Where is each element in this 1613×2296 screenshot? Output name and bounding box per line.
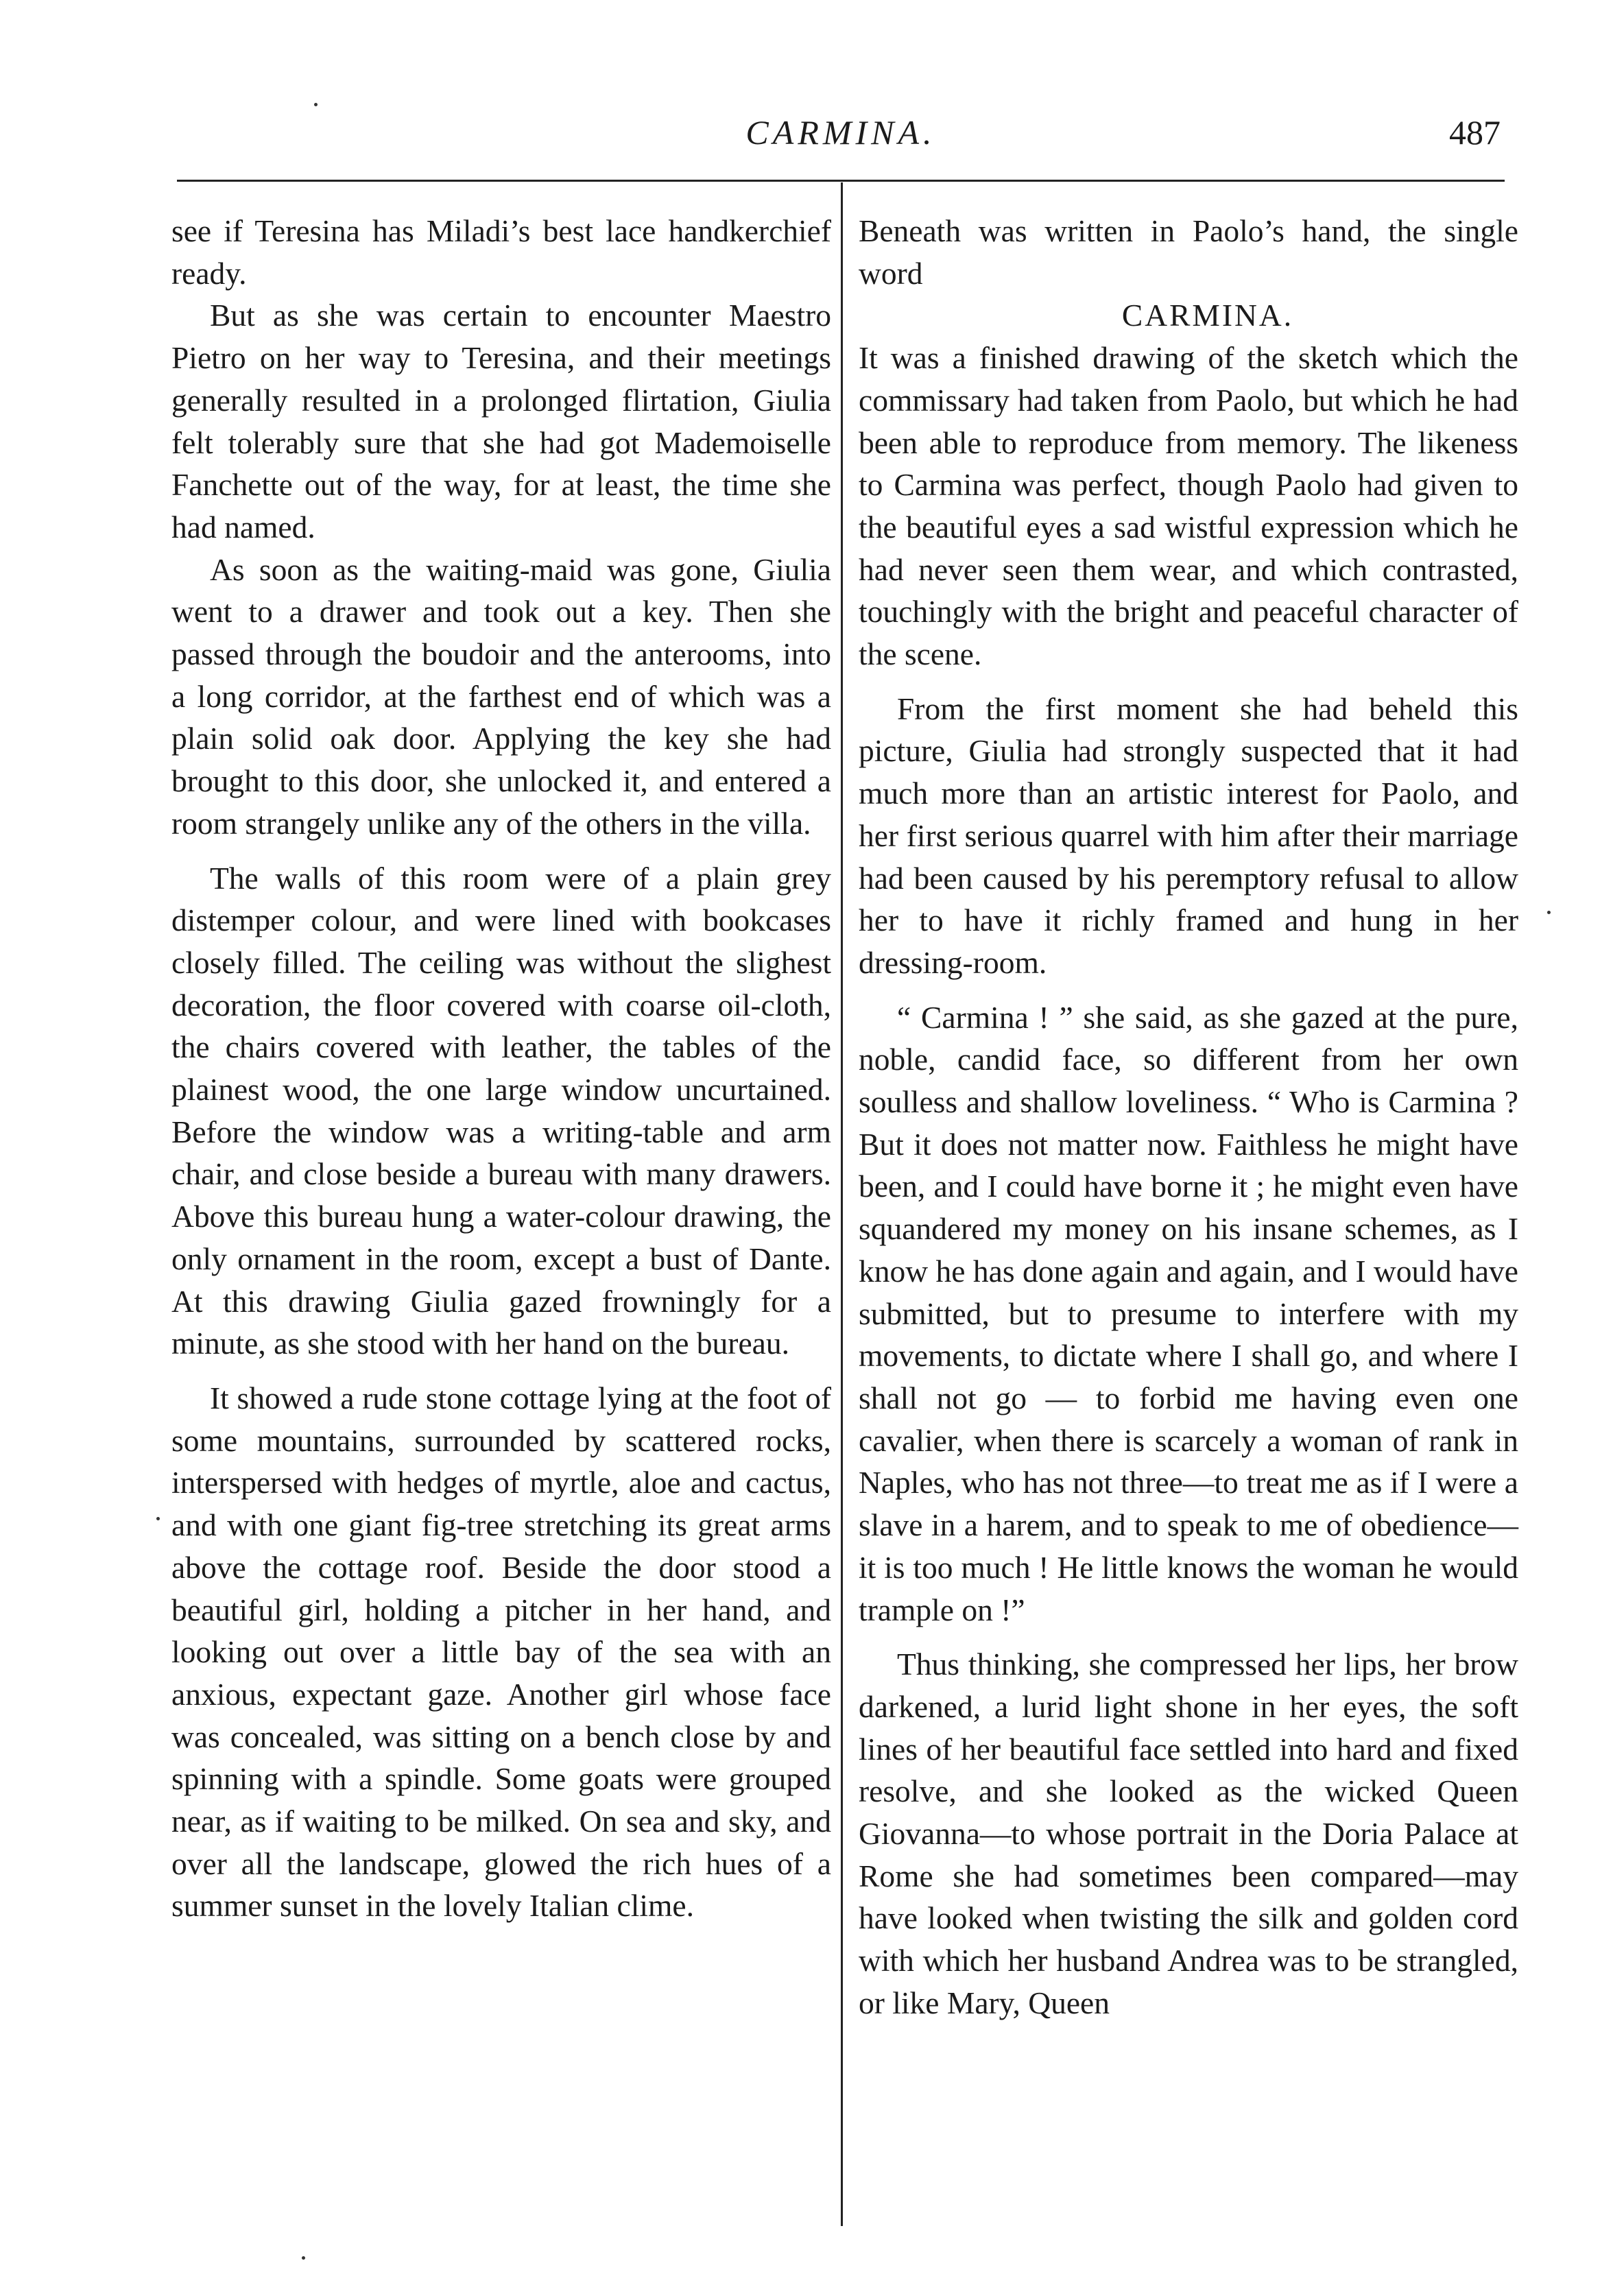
drawing-title: CARMINA. (1121, 298, 1294, 333)
paragraph: “ Carmina ! ” she said, as she gazed at the pure, noble, candid face, so different from her own soulless and shallow loveliness. “ Who is Carmina ? But it does not matter now. Faithless he might have been, and I could have borne it ; he might even have squandered my money on his insane schemes, as I know he has done again and again, and I would have submitted, but to presume to interfere with my movements, to dictate where I shall go, and where I shall not go — to forbid me having even one cavalier, when there is scarcely a woman of rank in Naples, who has not three—to treat me as if I were a slave in a harem, and to speak to me of obedience—it is too much ! He little knows the woman he would trample on !” (859, 999, 1518, 1627)
page-header (177, 103, 1505, 178)
print-speck (302, 2256, 305, 2260)
paragraph: It showed a rude stone cottage lying at the foot of some mountains, surrounded by scattered rocks, interspersed with hedges of myrtle, aloe and cactus, and with one giant fig-tree stretching its great arms above the cottage roof. Beside the door stood a beautiful girl, holding a pitcher in her hand, and looking out over a little bay of the sea with an anxious, expectant gaze. Another girl whose face was concealed, was sitting on a bench close by and spinning with a spindle. Some goats were grouped near, as if waiting to be milked. On sea and sky, and over all the landscape, glowed the rich hues of a summer sunset in the lovely Italian clime. (171, 1380, 831, 1924)
paragraph: The walls of this room were of a plain grey distemper colour, and were lined with bookcases closely filled. The ceiling was without the slighest decoration, the floor covered with coarse oil-cloth, the chairs covered with leather, the tables of the plainest wood, the one large window uncurtained. Before the window was a writing-table and arm chair, and close beside a bureau with many drawers. Above this bureau hung a water-colour drawing, the only ornament in the room, except a bust of Dante. At this drawing Giulia gazed frowningly for a minute, as she stood with her hand on the bureau. (171, 860, 831, 1361)
header-rule (177, 180, 1505, 182)
running-title: CARMINA. (745, 113, 936, 152)
right-column (859, 210, 1518, 2024)
paragraph: From the first moment she had beheld this picture, Giulia had strongly suspected that it had much more than an artistic interest for Paolo, and her first serious quarrel with him after their marriage had been caused by his peremptory refusal to allow her to have it richly framed and hung in her dressing-room. (859, 691, 1518, 980)
paragraph: Thus thinking, she compressed her lips, her brow darkened, a lurid light shone in her eyes, the soft lines of her beautiful face settled into hard and fixed resolve, and she looked as the wicked Queen Giovanna—to whose portrait in the Doria Palace at Rome she had sometimes been compared—may have looked when twisting the silk and golden cord with which her husband Andrea was to be strangled, or like Mary, Queen (859, 1647, 1518, 2020)
paragraph: But as she was certain to encounter Maestro Pietro on her way to Teresina, and their meetings generally resulted in a prolonged flirtation, Giulia felt tolerably sure that she had got Mademoiselle Fanchette out of the way, for at least, the time she had named. (171, 298, 831, 545)
left-column (171, 210, 831, 1927)
print-speck (1547, 911, 1551, 914)
print-speck (314, 103, 318, 106)
print-speck (156, 1517, 160, 1520)
column-divider (841, 182, 843, 2226)
paragraph: see if Teresina has Miladi’s best lace handkerchief ready. (171, 213, 831, 291)
page-number: 487 (1449, 113, 1501, 152)
paragraph: Beneath was written in Paolo’s hand, the single word (859, 213, 1518, 291)
paragraph: As soon as the waiting-maid was gone, Giulia went to a drawer and took out a key. Then she passed through the boudoir and the anterooms, into a long corridor, at the farthest end of which was a plain solid oak door. Applying the key she had brought to this door, she unlocked it, and entered a room strangely unlike any of the others in the villa. (171, 551, 831, 841)
paragraph: It was a finished drawing of the sketch which the commissary had taken from Paolo, but which he had been able to reproduce from memory. The likeness to Carmina was perfect, though Paolo had given to the beautiful eyes a sad wistful expression which he had never seen them wear, and which contrasted, touchingly with the bright and peaceful character of the scene. (859, 340, 1518, 672)
